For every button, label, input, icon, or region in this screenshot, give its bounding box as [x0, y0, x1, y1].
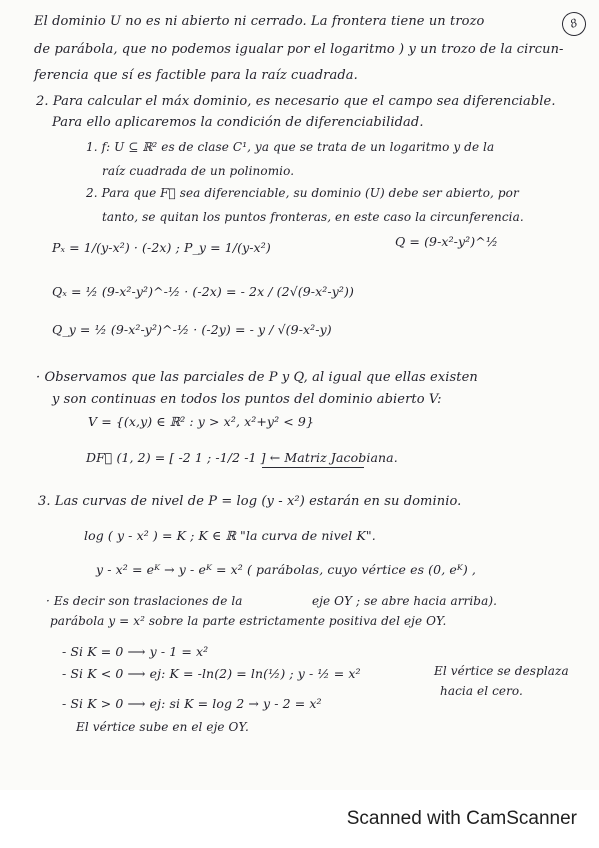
scanner-footer: [0, 790, 599, 848]
text-line: 2. Para calcular el máx dominio, es necesario que el campo sea diferenciable.: [36, 94, 556, 109]
page-number: 8: [568, 16, 580, 31]
formula-line: V = {(x,y) ∈ ℝ² : y > x², x²+y² < 9}: [88, 414, 315, 429]
scanner-watermark: Scanned with CamScanner: [346, 808, 577, 829]
text-line: 1. f: U ⊆ ℝ² es de clase C¹, ya que se trata de un logaritmo y de la: [86, 140, 495, 154]
text-line: y son continuas en todos los puntos del dominio abierto V:: [52, 392, 442, 407]
formula-line: - Si K < 0 ⟶ ej: K = -ln(2) = ln(½) ; y - ½ = x²: [62, 666, 361, 681]
text-line: ferencia que sí es factible para la raíz cuadrada.: [34, 68, 358, 83]
text-line: El vértice se desplaza: [434, 664, 569, 678]
text-line: · Es decir son traslaciones de la: [46, 594, 243, 608]
formula-line: Q = (9-x²-y²)^½: [395, 234, 499, 249]
text-line: tanto, se quitan los puntos fronteras, en este caso la circunferencia.: [102, 210, 524, 224]
text-line: · Observamos que las parciales de P y Q, al igual que ellas existen: [36, 370, 478, 385]
text-line: El vértice sube en el eje OY.: [76, 720, 249, 734]
formula-line: y - x² = eᴷ → y - eᴷ = x² ( parábolas, cuyo vértice es (0, eᴷ) ,: [96, 562, 476, 577]
text-line: El dominio U no es ni abierto ni cerrado. La frontera tiene un trozo: [34, 14, 485, 29]
text-line: 3. Las curvas de nivel de P = log (y - x²) estarán en su dominio.: [38, 494, 462, 509]
text-line: eje OY ; se abre hacia arriba).: [312, 594, 498, 608]
page-number-circle: [559, 9, 590, 40]
formula-line: - Si K > 0 ⟶ ej: si K = log 2 → y - 2 = x²: [62, 696, 322, 711]
text-line: 2. Para que F⃗ sea diferenciable, su dominio (U) debe ser abierto, por: [86, 186, 519, 200]
formula-line: Qₓ = ½ (9-x²-y²)^-½ · (-2x) = - 2x / (2√(9-x²-y²)): [52, 284, 354, 299]
formula-line: - Si K = 0 ⟶ y - 1 = x²: [62, 644, 209, 659]
text-line: raíz cuadrada de un polinomio.: [102, 164, 295, 178]
text-line: Para ello aplicaremos la condición de diferenciabilidad.: [52, 115, 424, 130]
text-line: hacia el cero.: [440, 684, 523, 698]
formula-line: Pₓ = 1/(y-x²) · (-2x) ; P_y = 1/(y-x²): [52, 240, 271, 255]
formula-line: DF⃗ (1, 2) = [ -2 1 ; -1/2 -1 ] ← Matriz Jacobiana.: [86, 450, 398, 465]
text-line: de parábola, que no podemos igualar por el logaritmo ) y un trozo de la circun-: [34, 42, 564, 57]
text-line: parábola y = x² sobre la parte estrictamente positiva del eje OY.: [50, 614, 447, 628]
underline: [262, 467, 364, 468]
formula-line: log ( y - x² ) = K ; K ∈ ℝ "la curva de nivel K".: [84, 528, 376, 543]
formula-line: Q_y = ½ (9-x²-y²)^-½ · (-2y) = - y / √(9-x²-y): [52, 322, 332, 337]
